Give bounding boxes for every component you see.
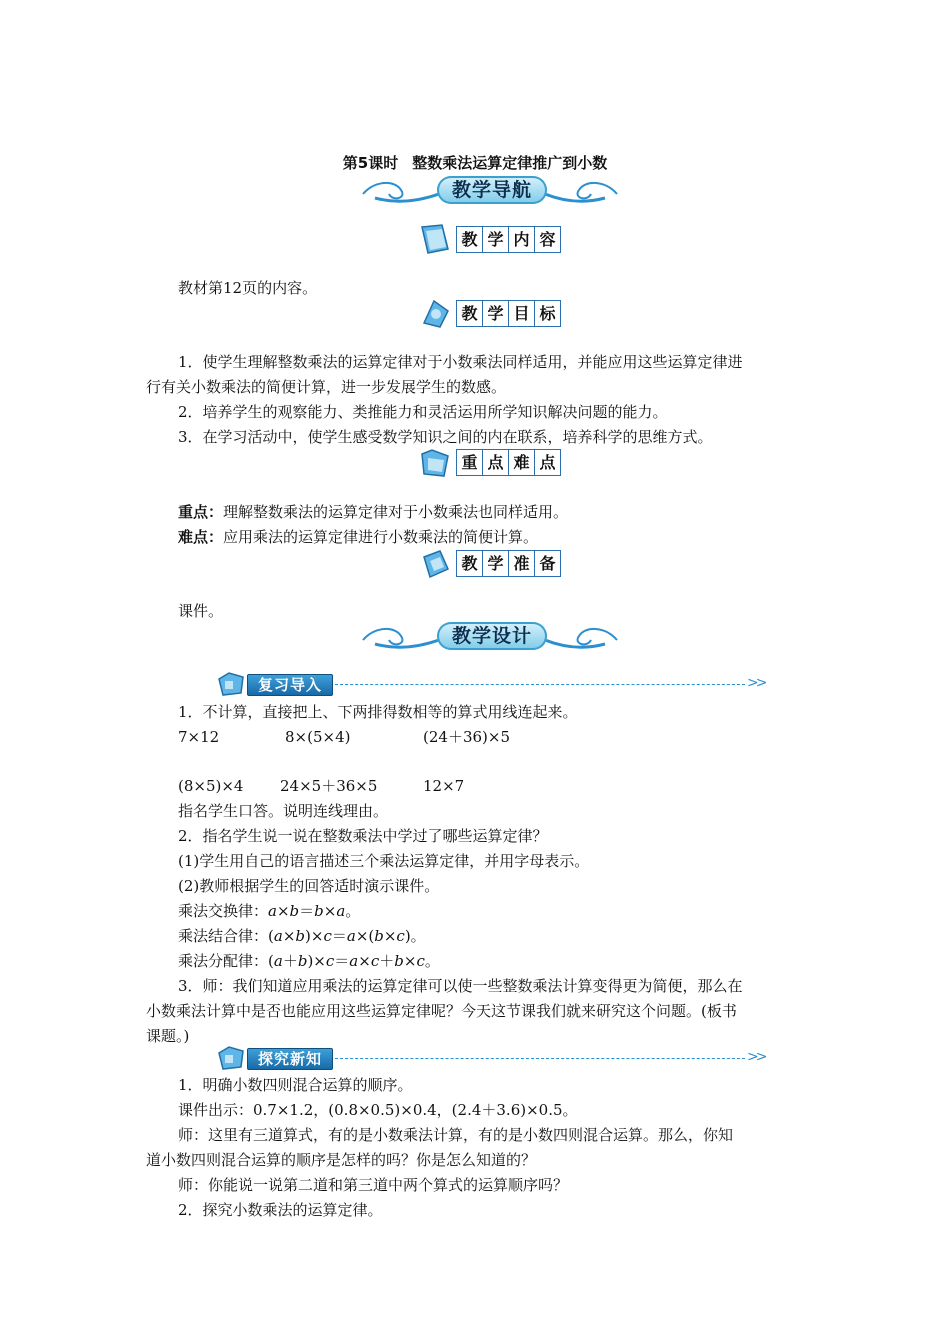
heading-char: 教 xyxy=(456,300,483,327)
heading-char: 重 xyxy=(456,449,483,476)
book-icon xyxy=(418,223,452,255)
law-label: 乘法结合律： xyxy=(178,927,269,945)
heading-char: 标 xyxy=(534,300,561,327)
banner-teaching-guide xyxy=(355,172,625,212)
review-item-2: 2．指名学生说一说在整数乘法中学过了哪些运算定律？ xyxy=(178,827,548,845)
review-item-2-1: (1)学生用自己的语言描述三个乘法运算定律，并用字母表示。 xyxy=(178,852,590,870)
expr-top-3: (24＋36)×5 xyxy=(423,728,510,746)
section-label: 探究新知 xyxy=(257,1050,322,1068)
review-item-3-line-1: 3．师：我们知道应用乘法的运算定律可以使一些整数乘法计算变得更为简便，那么在 xyxy=(178,977,743,995)
content-text: 教材第12页的内容。 xyxy=(178,279,318,297)
heading-char: 点 xyxy=(482,449,509,476)
lesson-number: 第5课时 xyxy=(342,154,399,172)
heading-char: 目 xyxy=(508,300,535,327)
section-label: 复习导入 xyxy=(257,676,322,694)
heading-char: 难 xyxy=(508,449,535,476)
double-arrow-icon: >> xyxy=(747,1049,765,1065)
law-commutative: 乘法交换律：a×b＝b×a。 xyxy=(178,902,361,920)
key-text: 理解整数乘法的运算定律对于小数乘法也同样适用。 xyxy=(223,503,569,521)
heading-char: 内 xyxy=(508,226,535,253)
double-arrow-icon: >> xyxy=(747,675,765,691)
review-item-2-2: (2)教师根据学生的回答适时演示课件。 xyxy=(178,877,440,895)
dashed-divider xyxy=(335,684,745,685)
heading-teaching-goals xyxy=(418,297,568,329)
law-distributive: 乘法分配律：(a＋b)×c＝a×c＋b×c。 xyxy=(178,952,440,970)
key-point xyxy=(178,502,568,522)
explore-item-1: 1．明确小数四则混合运算的顺序。 xyxy=(178,1076,413,1094)
review-answer: 指名学生口答。说明连线理由。 xyxy=(178,802,389,820)
law-label: 乘法交换律： xyxy=(178,902,269,920)
heading-char: 容 xyxy=(534,226,561,253)
review-item-1: 1．不计算，直接把上、下两排得数相等的算式用线连起来。 xyxy=(178,703,578,721)
law-label: 乘法分配律： xyxy=(178,952,269,970)
expr-bottom-2: 24×5＋36×5 xyxy=(280,777,378,795)
explore-item-2: 2．探究小数乘法的运算定律。 xyxy=(178,1201,383,1219)
expr-bottom-1: (8×5)×4 xyxy=(178,777,244,795)
gift-icon xyxy=(418,547,452,579)
heading-char: 备 xyxy=(534,550,561,577)
explore-teacher-1-line-2: 道小数四则混合运算的顺序是怎样的吗？你是怎么知道的？ xyxy=(146,1151,537,1169)
review-item-3-line-3: 课题。) xyxy=(146,1027,190,1045)
heading-char: 教 xyxy=(456,550,483,577)
heading-teaching-content xyxy=(418,223,568,255)
lesson-title xyxy=(0,153,950,173)
heading-char: 学 xyxy=(482,226,509,253)
cube-icon xyxy=(215,671,247,697)
heading-teaching-prep xyxy=(418,547,568,579)
difficulty-label: 难点： xyxy=(178,528,224,546)
expr-top-1: 7×12 xyxy=(178,728,220,746)
heading-char: 学 xyxy=(482,550,509,577)
heading-char: 准 xyxy=(508,550,535,577)
goal-3: 3．在学习活动中，使学生感受数学知识之间的内在联系，培养科学的思维方式。 xyxy=(178,428,713,446)
heading-char: 教 xyxy=(456,226,483,253)
cube-icon xyxy=(215,1045,247,1071)
difficulty-point xyxy=(178,527,538,547)
expr-top-2: 8×(5×4) xyxy=(285,728,351,746)
explore-courseware: 课件出示：0.7×1.2，(0.8×0.5)×0.4，(2.4＋3.6)×0.5。 xyxy=(178,1101,578,1119)
section-review-intro xyxy=(215,671,775,697)
explore-teacher-2: 师：你能说一说第二道和第三道中两个算式的运算顺序吗？ xyxy=(178,1176,569,1194)
key-label: 重点： xyxy=(178,503,224,521)
lesson-topic: 整数乘法运算定律推广到小数 xyxy=(412,154,608,172)
review-item-3-line-2: 小数乘法计算中是否也能应用这些运算定律呢？今天这节课我们就来研究这个问题。(板书 xyxy=(146,1002,737,1020)
heading-key-points xyxy=(418,446,568,478)
banner-label: 教学导航 xyxy=(451,179,532,201)
heading-char: 学 xyxy=(482,300,509,327)
banner-teaching-design xyxy=(355,618,625,658)
law-associative: 乘法结合律：(a×b)×c＝a×(b×c)。 xyxy=(178,927,426,945)
difficulty-text: 应用乘法的运算定律进行小数乘法的简便计算。 xyxy=(223,528,539,546)
banner-label: 教学设计 xyxy=(451,625,532,647)
goal-1-line-1: 1．使学生理解整数乘法的运算定律对于小数乘法同样适用，并能应用这些运算定律进 xyxy=(178,353,743,371)
goal-2: 2．培养学生的观察能力、类推能力和灵活运用所学知识解决问题的能力。 xyxy=(178,403,668,421)
expr-bottom-3: 12×7 xyxy=(423,777,465,795)
prep-text: 课件。 xyxy=(178,602,224,620)
heading-char: 点 xyxy=(534,449,561,476)
target-icon xyxy=(418,297,452,329)
section-explore-new xyxy=(215,1045,775,1071)
folder-icon xyxy=(418,446,452,478)
explore-teacher-1-line-1: 师：这里有三道算式，有的是小数乘法计算，有的是小数四则混合运算。那么，你知 xyxy=(178,1126,734,1144)
goal-1-line-2: 行有关小数乘法的简便计算，进一步发展学生的数感。 xyxy=(146,378,507,396)
dashed-divider xyxy=(335,1058,745,1059)
